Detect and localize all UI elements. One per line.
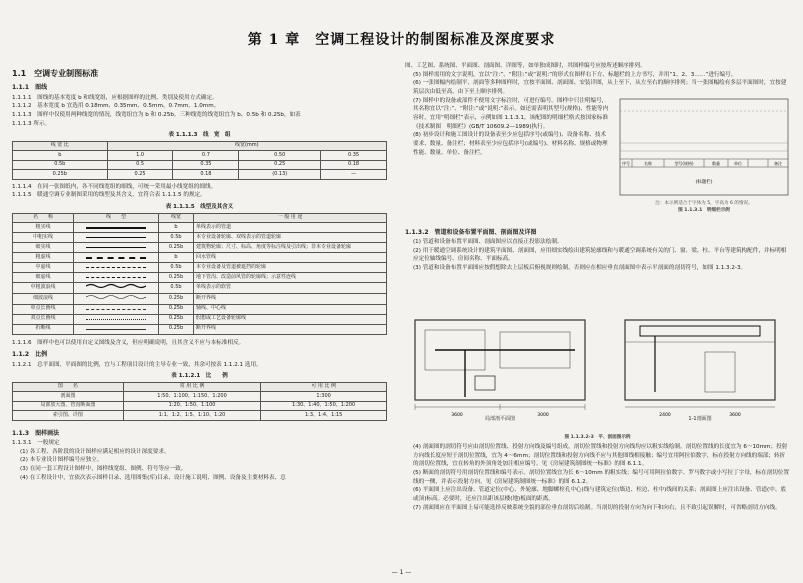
table-header-cell: 线 宽 比 bbox=[13, 141, 108, 151]
table-header-cell: 常 用 比 例 bbox=[123, 382, 260, 392]
table-cell: 0.25b bbox=[159, 293, 194, 304]
table-cell: 中粗实线 bbox=[13, 233, 74, 243]
paragraph: 1.1.1.6 图样中也可以使用自定义图线及含义，但应明确说明，且其含义不应与本标准相反。 bbox=[12, 339, 245, 346]
line-sample bbox=[74, 243, 159, 253]
table-row bbox=[13, 304, 387, 314]
table-cell: 0.25b bbox=[159, 243, 194, 253]
table-cell: 地下管沟、改造前风管的轮廓线；示意性连线 bbox=[194, 273, 387, 283]
detail-col-label: 序号 bbox=[622, 160, 630, 166]
line-sample bbox=[74, 223, 159, 233]
table-cell: 1:20、1:50、1:100 bbox=[123, 401, 260, 411]
subsection-heading: 1.1.2 比例 bbox=[12, 351, 48, 359]
detail-col-label: 名称 bbox=[644, 160, 652, 166]
table-cell: b bbox=[13, 151, 108, 161]
table-cell: 建筑物轮廓；尺寸、标高、角度等标注线及引出线；非本专业设备轮廓 bbox=[194, 243, 387, 253]
title-block-label: (标题栏) bbox=[695, 179, 713, 185]
table-cell: 本专业设备及管道被遮挡的轮廓 bbox=[194, 263, 387, 273]
table-cell: 0.5b bbox=[159, 283, 194, 294]
table-cell: 剖面图 bbox=[13, 392, 124, 402]
figure-detail-table bbox=[618, 97, 790, 225]
line-sample bbox=[74, 263, 159, 273]
table-cell: b bbox=[159, 253, 194, 263]
detail-table-drawing bbox=[618, 97, 790, 197]
table-cell: 局部放大图、管沟断面图 bbox=[13, 401, 124, 411]
table-cell: 中粗波浪线 bbox=[13, 283, 74, 294]
paragraph: 1.1.1.3 所示。 bbox=[12, 120, 51, 127]
table-header-cell: 线 型 bbox=[74, 213, 159, 223]
paragraph: (5) 图样需用的文字说明，宜以“注:”、“附注:”或“说明:”的形式在图样右下方、标题栏的上方书写，并用“1、2、3……”进行编号。 bbox=[413, 71, 737, 78]
subsection-heading: 1.1.1 图线 bbox=[12, 84, 48, 92]
table-cell: 细实线 bbox=[13, 243, 74, 253]
paragraph: 1.1.3.1 一般规定 bbox=[12, 440, 60, 447]
table-row bbox=[13, 253, 387, 263]
table-cell: 折断线 bbox=[13, 324, 74, 334]
table-cell: 0.5b bbox=[13, 160, 108, 170]
section-heading: 1.1 空调专业制图标准 bbox=[12, 69, 99, 78]
paragraph: (6) 一张图幅内绘制平、剖面等多种图样时，宜按平面图、剖面图、安装详图，从上至下，从左至右的顺序排列；当一张图幅绘有多层平面图时，宜按建筑层次由低至高，由下至上顺序排列。 bbox=[413, 80, 787, 95]
table-cell: 假想或工艺设备轮廓线 bbox=[194, 314, 387, 324]
table-cell: 细虚线 bbox=[13, 273, 74, 283]
table-cell: 0.35 bbox=[321, 151, 387, 161]
paragraph: 1.1.1.1 图线的基本宽度 b 和线宽组，应根据图样的比例、类别及使用方式确定。 bbox=[12, 94, 218, 101]
paragraph: (7) 剖面图应在平面图上易可能选择反映系统全貌的部位垂直剖切后绘制。当剖切的投射方向为向下和向右，且不致引起误解时，可省略剖切方向线。 bbox=[413, 504, 781, 511]
paragraph: 图、工艺图、系统图、平面图、剖面图、详图等，如单独成图时，其图样编号应按所述顺序排列。 bbox=[405, 63, 646, 69]
table-cell: 断开界线 bbox=[194, 324, 387, 334]
table-cell: 0.25b bbox=[159, 324, 194, 334]
plan-section-drawing bbox=[405, 312, 790, 424]
figure-sublabel: 局部剖平面图 bbox=[484, 416, 515, 422]
paragraph: (7) 图样中的设备或部件不便用文字标注时，可进行编号。图样中只注明编号，其名称宜以“注:”、“附注:”或“说明:”表示。如还需表明其型号(规格)、性能等内容时，宜用“明细栏”表示，示例如图 1.1.3.1，该配图的明细栏格式按国家标准《技术制图 明细栏》(GB/T 10609.2—1989)执行。 bbox=[413, 97, 609, 130]
figure-caption: 图 1.1.3.2-3 平、剖面图示例 bbox=[564, 435, 631, 440]
table-row bbox=[13, 283, 387, 294]
line-sample bbox=[74, 283, 159, 294]
subsection-heading: 1.1.3 图样画法 bbox=[12, 429, 60, 437]
list-item: (1) 各工程、各阶段的设计图样应满足相应的设计深度要求。 bbox=[20, 448, 170, 455]
table-cell: 1:300 bbox=[261, 392, 387, 402]
list-item: (4) 在工程设计中，宜依次表示图样目录、选用图集(库)目录、设计施工说明、图例、设备及主要材料表、总 bbox=[20, 474, 286, 481]
line-sample bbox=[74, 273, 159, 283]
table-row bbox=[13, 314, 387, 324]
table-cell: 0.25b bbox=[13, 170, 108, 180]
line-type-table bbox=[12, 213, 387, 335]
table-cell: b bbox=[159, 223, 194, 233]
paragraph: (6) 平面图上应注出设备、管道定位(中心、外轮廓、地脚螺栓孔中心)线与建筑定位(墙边、柱边、柱中)线间的关系；剖面图上应注出设备、管道(中、底或顶)标高。必要时，还应注出距该层楼(地)板面的距离。 bbox=[413, 487, 787, 503]
table-row bbox=[13, 223, 387, 233]
scale-table bbox=[12, 382, 387, 421]
paragraph: (4) 剖面图的剖切符号应由剖切位置线、投射方向线及编号组成，剖切位置线和投射方向线均应以粗实线绘制。剖切位置线的长度宜为 6～10mm；投射方向线长度应短于剖切位置线，宜为 4～6mm；剖切位置线和投射方向线不应与其他图线相接触；编号宜用阿拉伯数字，标在投射方向线的端部；转折的剖切位置线，宜在转角的外顶角处加注相应编号。见《房屋建筑制图统一标准》的图 6.1.1。 bbox=[413, 444, 788, 468]
paragraph: 1.1.2.1 总平面图、平面图的比例，宜与工程项目设计的主导专业一致，其余可按表 1.1.2.1 选用。 bbox=[12, 361, 262, 368]
table-header-cell: 名 称 bbox=[13, 213, 74, 223]
table-cell: 断开界线 bbox=[194, 293, 387, 304]
table-header-cell: 一 般 用 途 bbox=[194, 213, 387, 223]
detail-col-label: 数量 bbox=[712, 160, 720, 166]
table-cell: 0.25b bbox=[159, 314, 194, 324]
line-sample bbox=[74, 233, 159, 243]
table-cell: 0.35 bbox=[173, 160, 239, 170]
paragraph: 1.1.1.3 图样中仅使用两种线宽的情况，线宽组宜为 b 和 0.25b。三种线宽的线宽组宜为 b、0.5b 和 0.25b，如表 bbox=[12, 112, 301, 118]
table-header-cell: 线宽 bbox=[159, 213, 194, 223]
table-cell: 0.5b bbox=[159, 233, 194, 243]
line-sample bbox=[74, 314, 159, 324]
detail-col-label: 型号(规格) bbox=[674, 160, 694, 166]
line-sample bbox=[74, 304, 159, 314]
table-cell: 粗虚线 bbox=[13, 253, 74, 263]
line-sample bbox=[74, 293, 159, 304]
dimension-label: 3000 bbox=[537, 413, 549, 418]
right-lower-text bbox=[405, 434, 790, 512]
right-column bbox=[405, 62, 790, 273]
table-header-cell: 线宽(mm) bbox=[107, 141, 386, 151]
detail-col-label: 单位 bbox=[734, 160, 742, 166]
table-cell: 单点长画线 bbox=[13, 304, 74, 314]
table-row bbox=[13, 273, 387, 283]
paragraph: (3) 管道和设备布置平面图应按假想除去上层板后俯视规则绘制，否则应在相应垂直剖面图中表示平剖面的剖切符号，如图 1.1.3.2-3。 bbox=[413, 264, 747, 271]
table-cell: 轴线、中心线 bbox=[194, 304, 387, 314]
line-width-table bbox=[12, 141, 387, 180]
table-cell: 1.0 bbox=[107, 151, 173, 161]
table-cell: 0.18 bbox=[173, 170, 239, 180]
table-cell: 1:3、1:4、1:15 bbox=[261, 411, 387, 421]
table-cell: 0.25b bbox=[159, 273, 194, 283]
table-cell: 中虚线 bbox=[13, 263, 74, 273]
subsection-heading: 1.1.3.2 管道和设备布置平面图、剖面图及详图 bbox=[405, 228, 537, 236]
paragraph: (8) 初步设计和施工图设计的设备表至少应包括序号(或编号)、设备名称、技术要求、数量、备注栏；材料表至少应包括序号(或编号)、材料名称、规格或物理性能、数量、单位、备注栏。 bbox=[413, 132, 608, 156]
table-cell: 回水管线 bbox=[194, 253, 387, 263]
page-number: — 1 — bbox=[391, 569, 412, 576]
table-caption: 表 1.1.2.1 比 例 bbox=[171, 373, 228, 380]
table-cell: 0.25b bbox=[159, 304, 194, 314]
table-cell: 1:30、1:40、1:50、1:200 bbox=[261, 401, 387, 411]
table-caption: 表 1.1.1.5 线型及其含义 bbox=[165, 204, 234, 211]
paragraph: 1.1.1.2 基本宽度 b 宜选用 0.18mm、0.35mm、0.5mm、0.7mm、1.0mm。 bbox=[12, 103, 220, 110]
table-cell: (0.13) bbox=[239, 170, 321, 180]
list-item: (2) 本专业设计图样编号应独立。 bbox=[20, 457, 103, 464]
figure-sublabel: 1-1剖面图 bbox=[688, 416, 712, 422]
figure-caption: 图 1.1.3.1 明细栏示例 bbox=[678, 208, 730, 214]
table-row bbox=[13, 392, 387, 402]
table-row bbox=[13, 243, 387, 253]
dimension-label: 2400 bbox=[659, 413, 671, 418]
table-cell: 0.25 bbox=[107, 170, 173, 180]
paragraph: (5) 断面的剖切符号用剖切位置线和编号表示。剖切位置线宜为长 6～10mm 的粗实线；编号可用阿拉伯数字、罗马数字或小写拉丁字母，标在剖切位置线的一侧，并表示投射方向，见《房屋建筑制图统一标准》的图 6.1.2。 bbox=[413, 470, 790, 485]
detail-col-label: 备注 bbox=[774, 160, 782, 166]
paragraph: 1.1.1.5 暖通空调专业制图采用的线型及其含义，宜符合表 1.1.1.5 的规定。 bbox=[12, 192, 206, 199]
table-cell: 0.50 bbox=[239, 151, 321, 161]
table-cell: — bbox=[321, 170, 387, 180]
table-row bbox=[13, 151, 387, 161]
table-cell: 双点长画线 bbox=[13, 314, 74, 324]
table-cell: 0.25 bbox=[239, 160, 321, 170]
table-header-cell: 图 名 bbox=[13, 382, 124, 392]
table-row bbox=[13, 411, 387, 421]
table-cell: 细波浪线 bbox=[13, 293, 74, 304]
table-cell: 索引图、详图 bbox=[13, 411, 124, 421]
plan-section-figure bbox=[405, 312, 790, 432]
paragraph: (2) 用于暖通空调系统设计的建筑平面图、剖面图，应用细实线绘出建筑轮廓线和与暖通空调系统有关的门、窗、梁、柱、平台等建筑构配件，并标明相应定位轴线编号、房间名称、平面标高。 bbox=[413, 247, 787, 263]
table-row bbox=[13, 263, 387, 273]
table-row bbox=[13, 160, 387, 170]
paragraph: 1.1.1.4 在同一张图纸内，各不同线宽组的细线，可统一采用最小线宽组的细线。 bbox=[12, 183, 217, 190]
table-cell: 单线表示的管道 bbox=[194, 223, 387, 233]
dimension-label: 3600 bbox=[451, 413, 463, 418]
table-cell: 粗实线 bbox=[13, 223, 74, 233]
figure-note: 注：本示例适合于字体为 5，字高为 6 的情况。 bbox=[655, 201, 753, 207]
table-cell: 本专业设备轮廓、双线表示的管道轮廓 bbox=[194, 233, 387, 243]
table-row bbox=[13, 324, 387, 334]
table-cell: 1:1、1:2、1:5、1:10、1:20 bbox=[123, 411, 260, 421]
table-cell: 0.7 bbox=[173, 151, 239, 161]
table-cell: 0.5 bbox=[107, 160, 173, 170]
line-sample bbox=[74, 324, 159, 334]
table-cell: 0.5b bbox=[159, 263, 194, 273]
table-row bbox=[13, 293, 387, 304]
table-row bbox=[13, 170, 387, 180]
table-row bbox=[13, 233, 387, 243]
table-header-cell: 可 用 比 例 bbox=[261, 382, 387, 392]
list-item: (3) 在同一套工程设计图样中，图样线宽组、图例、符号等应一致。 bbox=[20, 466, 187, 473]
table-cell: 单线表示的软管 bbox=[194, 283, 387, 294]
table-cell: 1:50、1:100、1:150、1:200 bbox=[123, 392, 260, 402]
table-row bbox=[13, 401, 387, 411]
table-caption: 表 1.1.1.3 线 宽 组 bbox=[168, 132, 231, 139]
dimension-label: 3600 bbox=[729, 413, 741, 418]
line-sample bbox=[74, 253, 159, 263]
chapter-title: 第 1 章 空调工程设计的制图标准及深度要求 bbox=[247, 32, 556, 48]
left-column bbox=[12, 62, 387, 482]
paragraph: (1) 管道和设备布置平面图、剖面图应以直接正投影法绘制。 bbox=[413, 238, 563, 245]
table-cell: 0.18 bbox=[321, 160, 387, 170]
